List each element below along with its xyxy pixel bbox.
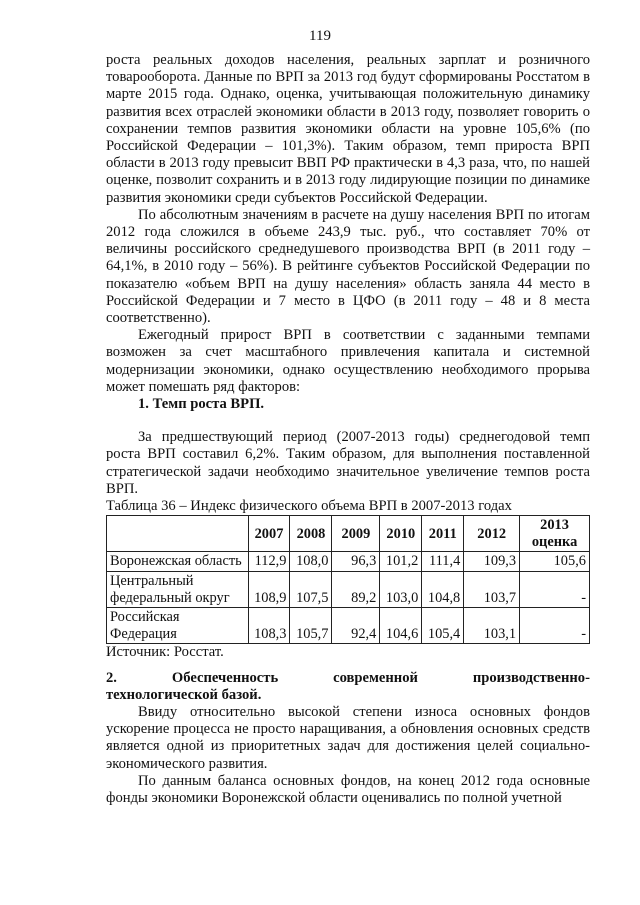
table-caption: Таблица 36 – Индекс физического объема ВРП в 2007-2013 годах xyxy=(106,498,512,515)
paragraph-4: За предшествующий период (2007-2013 годы) среднегодовой темп роста ВРП составил 6,2%. Таким образом, для выполнения поставленной стратегической задачи необходимо значительное увеличение темпов роста ВРП. xyxy=(106,429,590,497)
heading-word: Обеспеченность xyxy=(171,669,279,686)
row-label: Центральный федеральный округ xyxy=(107,572,249,608)
table-cell: 101,2 xyxy=(380,552,422,572)
table-cell: 103,7 xyxy=(464,572,520,608)
table-cell: 105,4 xyxy=(422,608,464,644)
header-year-estimate: 2013 оценка xyxy=(520,516,590,552)
table-cell: 112,9 xyxy=(248,552,290,572)
paragraph-3: Ежегодный прирост ВРП в соответствии с заданными темпами возможен за счет масштабного привлечения капитала и системной модернизации экономики, однако осуществлению необходимого прорыва может помешать ряд факторов: xyxy=(106,327,590,395)
table-source: Источник: Росстат. xyxy=(106,644,224,661)
table-cell: 108,3 xyxy=(248,608,290,644)
paragraph-6: По данным баланса основных фондов, на конец 2012 года основные фонды экономики Воронежской области оценивались по полной учетной xyxy=(106,772,590,807)
header-empty xyxy=(107,516,249,552)
table-cell: 107,5 xyxy=(290,572,332,608)
header-year: 2008 xyxy=(290,516,332,552)
header-year: 2007 xyxy=(248,516,290,552)
spacer xyxy=(106,413,590,429)
paragraph-1: роста реальных доходов населения, реальных зарплат и розничного товарооборота. Данные по ВРП за 2013 год будут сформированы Росстатом в марте 2015 года. Однако, оценка, учитывающая положительную динамику развития всех отраслей экономики области в 2013 году, позволяет говорить о сохранении темпов развития экономики области на уровне 105,6% (по Российской Федерации – 101,3%). Таким образом, темп прироста ВРП области в 2013 году превысит ВВП РФ практически в 4,3 раза, что, по нашей оценке, позволит сохранить и в 2013 году лидирующие позиции по динамике развития экономики среди субъектов Российской Федерации. xyxy=(106,52,590,206)
vrp-index-table xyxy=(106,515,590,644)
paragraph-5: Ввиду относительно высокой степени износа основных фондов ускорение процесса не просто наращивания, а обновления основных средств является одной из приоритетных задач для достижения целей социально-экономического развития. xyxy=(106,704,590,772)
section-heading-2 xyxy=(106,670,590,687)
section-heading-2-line2: технологической базой. xyxy=(106,686,262,703)
table-cell: 92,4 xyxy=(332,608,380,644)
table-cell: - xyxy=(520,572,590,608)
table-cell: 96,3 xyxy=(332,552,380,572)
header-year: 2010 xyxy=(380,516,422,552)
section-heading-1: 1. Темп роста ВРП. xyxy=(138,396,265,413)
table-cell: 103,0 xyxy=(380,572,422,608)
table-cell: 103,1 xyxy=(464,608,520,644)
table-cell: 104,8 xyxy=(422,572,464,608)
table-header-row xyxy=(107,516,590,552)
table-cell: 111,4 xyxy=(422,552,464,572)
header-year: 2011 xyxy=(422,516,464,552)
table-cell: 105,6 xyxy=(520,552,590,572)
table-cell: 89,2 xyxy=(332,572,380,608)
table-cell: 108,0 xyxy=(290,552,332,572)
table-row xyxy=(107,572,590,608)
table-cell: 105,7 xyxy=(290,608,332,644)
page-number: 119 xyxy=(309,28,331,44)
row-label: Воронежская область xyxy=(107,552,249,572)
section-number: 2. xyxy=(106,669,117,686)
table-cell: 108,9 xyxy=(248,572,290,608)
header-year: 2012 xyxy=(464,516,520,552)
table-cell: - xyxy=(520,608,590,644)
heading-word: современной xyxy=(333,669,418,686)
table-row xyxy=(107,608,590,644)
table-cell: 109,3 xyxy=(464,552,520,572)
header-year: 2009 xyxy=(332,516,380,552)
row-label: Российская Федерация xyxy=(107,608,249,644)
page-body xyxy=(106,52,590,807)
table-cell: 104,6 xyxy=(380,608,422,644)
table-row xyxy=(107,552,590,572)
paragraph-2: По абсолютным значениям в расчете на душу населения ВРП по итогам 2012 года сложился в объеме 243,9 тыс. руб., что составляет 70% от величины российского среднедушевого производства ВРП (в 2011 году – 64,1%, в 2010 году – 56%). В рейтинге субъектов Российской Федерации по показателю «объем ВРП на душу населения» область заняла 44 место в Российской Федерации и 7 место в ЦФО (в 2011 году – 48 и 8 места соответственно). xyxy=(106,206,590,327)
heading-word: производственно- xyxy=(472,669,590,686)
